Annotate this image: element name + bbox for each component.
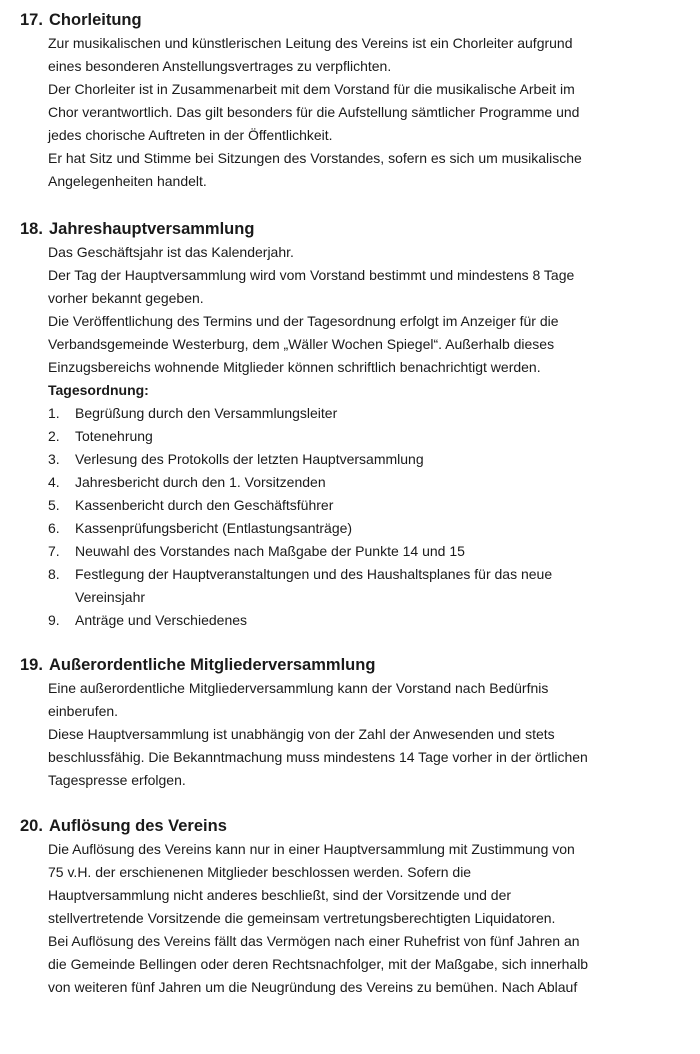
agenda-number: 8.: [48, 566, 60, 582]
text-line: eines besonderen Anstellungsvertrages zu verpflichten.: [48, 58, 392, 74]
agenda-number: 7.: [48, 543, 60, 559]
section-number: 17.: [20, 11, 43, 29]
text-line: Bei Auflösung des Vereins fällt das Vermögen nach einer Ruhefrist von fünf Jahren an: [48, 933, 580, 949]
text-line: jedes chorische Auftreten in der Öffentlichkeit.: [48, 127, 333, 143]
agenda-item: [48, 402, 692, 425]
section-number: 20.: [20, 817, 43, 835]
section-body: [48, 241, 692, 632]
section-title: Auflösung des Vereins: [49, 817, 227, 835]
section-heading: [20, 815, 692, 837]
section-body: [48, 677, 692, 792]
agenda-text: Vereinsjahr: [75, 589, 146, 605]
agenda-item: [48, 471, 692, 494]
agenda-number: 2.: [48, 428, 60, 444]
section-body: [48, 838, 692, 999]
section-heading: [20, 218, 692, 240]
text-line: Hauptversammlung nicht anderes beschließt, sind der Vorsitzende und der: [48, 887, 512, 903]
agenda-number: 6.: [48, 520, 60, 536]
text-line: Zur musikalischen und künstlerischen Leitung des Vereins ist ein Chorleiter aufgrund: [48, 35, 573, 51]
text-line: Das Geschäftsjahr ist das Kalenderjahr.: [48, 244, 294, 260]
agenda-number: 1.: [48, 405, 60, 421]
agenda-item: [48, 540, 692, 563]
agenda-title: Tagesordnung:: [48, 382, 149, 398]
text-line: Der Tag der Hauptversammlung wird vom Vorstand bestimmt und mindestens 8 Tage: [48, 267, 575, 283]
text-line: 75 v.H. der erschienenen Mitglieder beschlossen werden. Sofern die: [48, 864, 472, 880]
section-title: Jahreshauptversammlung: [49, 220, 255, 238]
agenda-item: [48, 609, 692, 632]
text-line: Verbandsgemeinde Westerburg, dem „Wäller Wochen Spiegel“. Außerhalb dieses: [48, 336, 555, 352]
text-line: beschlussfähig. Die Bekanntmachung muss mindestens 14 Tage vorher in der örtlichen: [48, 749, 588, 765]
agenda-list: [48, 402, 692, 632]
agenda-text: Verlesung des Protokolls der letzten Hauptversammlung: [75, 451, 424, 467]
text-line: Angelegenheiten handelt.: [48, 173, 207, 189]
agenda-item: [48, 448, 692, 471]
section-20-aufloesung-des-vereins: [20, 815, 692, 999]
text-line: vorher bekannt gegeben.: [48, 290, 204, 306]
agenda-text: Anträge und Verschiedenes: [75, 612, 248, 628]
section-body: [48, 32, 692, 193]
section-18-jahreshauptversammlung: [20, 218, 692, 632]
agenda-text: Begrüßung durch den Versammlungsleiter: [75, 405, 338, 421]
text-line: stellvertretende Vorsitzende die gemeinsam vertretungsberechtigten Liquidatoren.: [48, 910, 556, 926]
agenda-text: Kassenprüfungsbericht (Entlastungsanträge): [75, 520, 353, 536]
agenda-number: 3.: [48, 451, 60, 467]
agenda-number: 9.: [48, 612, 60, 628]
text-line: Diese Hauptversammlung ist unabhängig von der Zahl der Anwesenden und stets: [48, 726, 555, 742]
section-number: 19.: [20, 656, 43, 674]
section-title: Chorleitung: [49, 11, 142, 29]
section-17-chorleitung: [20, 9, 692, 193]
agenda-item: [48, 563, 692, 609]
agenda-text: Totenehrung: [75, 428, 153, 444]
text-line: von weiteren fünf Jahren um die Neugründung des Vereins zu bemühen. Nach Ablauf: [48, 979, 578, 995]
agenda-text: Kassenbericht durch den Geschäftsführer: [75, 497, 334, 513]
agenda-text: Festlegung der Hauptveranstaltungen und des Haushaltsplanes für das neue: [75, 566, 553, 582]
agenda-text: Neuwahl des Vorstandes nach Maßgabe der Punkte 14 und 15: [75, 543, 465, 559]
text-line: Die Veröffentlichung des Termins und der Tagesordnung erfolgt im Anzeiger für die: [48, 313, 559, 329]
text-line: Tagespresse erfolgen.: [48, 772, 186, 788]
agenda-number: 5.: [48, 497, 60, 513]
agenda-number: 4.: [48, 474, 60, 490]
text-line: Chor verantwortlich. Das gilt besonders für die Aufstellung sämtlicher Programme und: [48, 104, 580, 120]
agenda-item: [48, 517, 692, 540]
text-line: Der Chorleiter ist in Zusammenarbeit mit dem Vorstand für die musikalische Arbeit im: [48, 81, 575, 97]
section-title: Außerordentliche Mitgliederversammlung: [49, 656, 376, 674]
agenda-text: Jahresbericht durch den 1. Vorsitzenden: [75, 474, 326, 490]
text-line: Die Auflösung des Vereins kann nur in einer Hauptversammlung mit Zustimmung von: [48, 841, 575, 857]
section-heading: [20, 9, 692, 31]
text-line: Eine außerordentliche Mitgliederversammlung kann der Vorstand nach Bedürfnis: [48, 680, 549, 696]
section-heading: [20, 654, 692, 676]
agenda-item: [48, 425, 692, 448]
section-19-ausserordentliche-mitgliederversammlung: [20, 654, 692, 792]
text-line: einberufen.: [48, 703, 119, 719]
text-line: Er hat Sitz und Stimme bei Sitzungen des Vorstandes, sofern es sich um musikalische: [48, 150, 582, 166]
text-line: Einzugsbereichs wohnende Mitglieder können schriftlich benachrichtigt werden.: [48, 359, 541, 375]
agenda-item: [48, 494, 692, 517]
text-line: die Gemeinde Bellingen oder deren Rechtsnachfolger, mit der Maßgabe, sich innerhalb: [48, 956, 589, 972]
section-number: 18.: [20, 220, 43, 238]
